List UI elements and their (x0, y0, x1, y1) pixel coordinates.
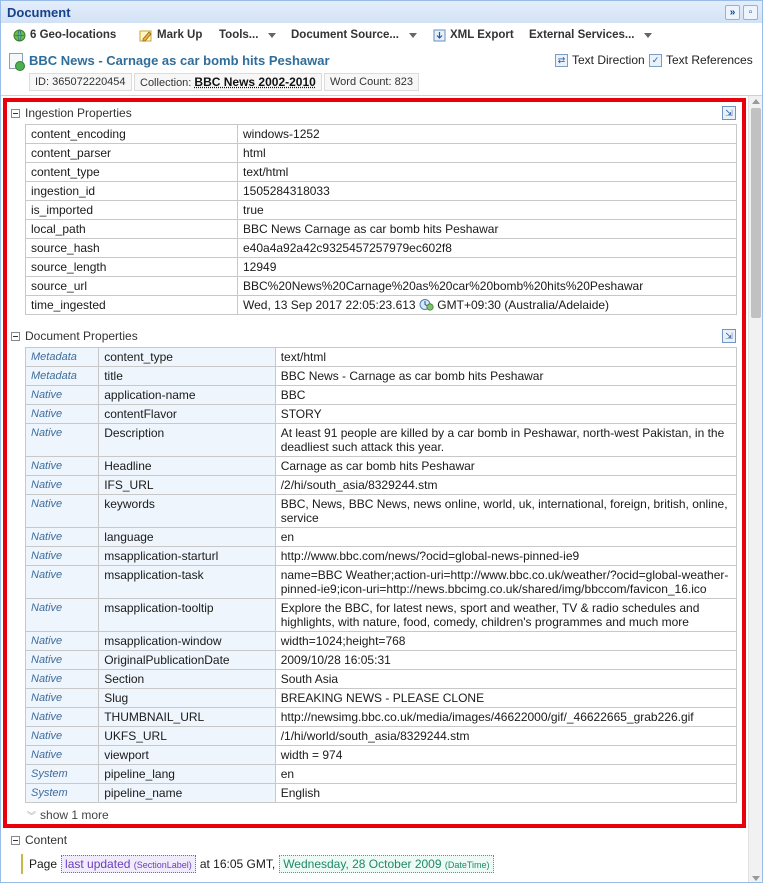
property-value (238, 163, 737, 182)
property-value: /1/hi/world/south_asia/8329244.stm (275, 727, 736, 746)
document-title: BBC News - Carnage as car bomb hits Peshawar (29, 53, 330, 68)
property-source: Native (26, 457, 99, 476)
property-key: pipeline_lang (99, 765, 275, 784)
property-key: OriginalPublicationDate (99, 651, 275, 670)
collapse-icon[interactable] (11, 109, 20, 118)
property-value: English (275, 784, 736, 803)
id-label: ID: (35, 76, 50, 88)
content-header[interactable] (11, 833, 67, 847)
value-text: true (243, 203, 264, 217)
id-value: 365072220454 (52, 76, 126, 88)
table-row (26, 386, 737, 405)
property-key: language (99, 528, 275, 547)
word-count-value: 823 (394, 76, 413, 88)
vertical-scrollbar[interactable] (748, 96, 762, 883)
content-middle: at 16:05 GMT, (199, 857, 276, 871)
text-direction-label: Text Direction (572, 53, 645, 67)
property-source: Native (26, 708, 99, 727)
property-source: Metadata (26, 367, 99, 386)
document-properties-title: Document Properties (25, 329, 138, 343)
property-value (238, 277, 737, 296)
property-key: title (99, 367, 275, 386)
text-direction-toggle[interactable] (555, 53, 645, 67)
property-source: Native (26, 386, 99, 405)
show-more-label: show 1 more (40, 808, 109, 822)
collection-label: Collection: (140, 77, 192, 89)
property-key: THUMBNAIL_URL (99, 708, 275, 727)
external-services-label: External Services... (529, 29, 635, 41)
table-row (26, 784, 737, 803)
property-value (238, 144, 737, 163)
xml-export-button[interactable] (433, 27, 514, 43)
table-row (26, 689, 737, 708)
ingestion-properties-header[interactable] (11, 106, 132, 120)
property-value: Explore the BBC, for latest news, sport and weather, TV & radio schedules and highlights, with nature, food, comedy, children's programmes and much more (275, 599, 736, 632)
ingestion-properties-table (25, 124, 737, 315)
tools-menu[interactable] (219, 27, 276, 43)
table-row (26, 348, 737, 367)
value-text: 12949 (243, 260, 277, 274)
chevron-down-icon (644, 33, 652, 38)
property-key: Slug (99, 689, 275, 708)
property-value: name=BBC Weather;action-uri=http://www.bbc.co.uk/weather/?ocid=global-weather-pinned-ie9;icon-uri=http://news.bbcimg.co.uk/shared/img/bbccom/favicon_16.ico (275, 566, 736, 599)
value-text: 1505284318033 (243, 184, 330, 198)
property-key: Section (99, 670, 275, 689)
content-prefix: Page (29, 857, 58, 871)
property-value: South Asia (275, 670, 736, 689)
property-key: keywords (99, 495, 275, 528)
table-row (26, 670, 737, 689)
property-key: content_parser (26, 144, 238, 163)
table-row (26, 163, 737, 182)
property-source: Metadata (26, 348, 99, 367)
panel-title: Document (7, 5, 71, 20)
pencil-icon (139, 29, 153, 42)
timezone-clock-icon[interactable] (419, 298, 434, 312)
annotation-text: Wednesday, 28 October 2009 (283, 857, 442, 871)
annotation-type: (SectionLabel) (133, 860, 192, 870)
property-key: local_path (26, 220, 238, 239)
table-row (26, 144, 737, 163)
document-icon (9, 53, 23, 69)
table-row (26, 547, 737, 566)
table-row (26, 277, 737, 296)
property-key: source_length (26, 258, 238, 277)
property-value: BBC (275, 386, 736, 405)
property-source: System (26, 784, 99, 803)
property-source: Native (26, 495, 99, 528)
property-value: At least 91 people are killed by a car bomb in Peshawar, north-west Pakistan, in the deadliest such attack this year. (275, 424, 736, 457)
property-value: width=1024;height=768 (275, 632, 736, 651)
table-row (26, 125, 737, 144)
external-services-menu[interactable] (529, 27, 652, 43)
property-source: Native (26, 632, 99, 651)
property-value: en (275, 528, 736, 547)
document-properties-header[interactable] (11, 329, 138, 343)
value-text: e40a4a92a42c9325457257979ec602f8 (243, 241, 452, 255)
collapse-icon[interactable] (11, 332, 20, 341)
property-key: content_encoding (26, 125, 238, 144)
content-text (21, 854, 494, 874)
document-source-label: Document Source... (291, 29, 399, 41)
timezone-text: GMT+09:30 (Australia/Adelaide) (437, 298, 610, 312)
property-value: 2009/10/28 16:05:31 (275, 651, 736, 670)
geo-locations-button[interactable] (13, 27, 116, 43)
property-source: Native (26, 670, 99, 689)
pin-icon[interactable]: ⇲ (722, 106, 736, 120)
table-row (26, 599, 737, 632)
xml-export-label: XML Export (450, 29, 514, 41)
property-key: msapplication-tooltip (99, 599, 275, 632)
property-source: Native (26, 547, 99, 566)
chevron-down-icon (409, 33, 417, 38)
property-value (238, 125, 737, 144)
table-row (26, 424, 737, 457)
word-count-chip (324, 73, 419, 91)
property-key: source_url (26, 277, 238, 296)
section-label-annotation[interactable] (61, 855, 196, 873)
property-key: msapplication-window (99, 632, 275, 651)
table-row (26, 258, 737, 277)
property-value (238, 201, 737, 220)
property-source: Native (26, 528, 99, 547)
property-source: Native (26, 599, 99, 632)
property-value: Carnage as car bomb hits Peshawar (275, 457, 736, 476)
property-source: Native (26, 405, 99, 424)
property-key: content_type (99, 348, 275, 367)
property-value: /2/hi/south_asia/8329244.stm (275, 476, 736, 495)
globe-icon (13, 29, 26, 42)
annotation-text: last updated (65, 857, 131, 871)
property-value: STORY (275, 405, 736, 424)
text-references-label: Text References (666, 53, 753, 67)
scroll-down-icon[interactable] (752, 876, 760, 881)
property-source: Native (26, 424, 99, 457)
property-key: viewport (99, 746, 275, 765)
property-source: Native (26, 746, 99, 765)
property-key: msapplication-starturl (99, 547, 275, 566)
property-key: Headline (99, 457, 275, 476)
markup-button[interactable] (139, 27, 202, 43)
table-row (26, 727, 737, 746)
property-key: contentFlavor (99, 405, 275, 424)
pin-icon[interactable]: ⇲ (722, 329, 736, 343)
table-row (26, 495, 737, 528)
value-text: html (243, 146, 266, 160)
ingestion-properties-title: Ingestion Properties (25, 106, 132, 120)
property-key: msapplication-task (99, 566, 275, 599)
collection-chip (134, 73, 322, 91)
table-row (26, 182, 737, 201)
export-icon (433, 29, 446, 42)
content-title: Content (25, 833, 68, 847)
property-value: text/html (275, 348, 736, 367)
property-value (238, 220, 737, 239)
collection-link[interactable]: BBC News 2002-2010 (194, 75, 316, 89)
markup-label: Mark Up (157, 29, 203, 41)
datetime-annotation[interactable] (279, 855, 493, 873)
property-value: width = 974 (275, 746, 736, 765)
table-row (26, 239, 737, 258)
property-key: time_ingested (26, 296, 238, 315)
property-value (238, 296, 737, 315)
property-key: ingestion_id (26, 182, 238, 201)
property-source: Native (26, 476, 99, 495)
table-row (26, 220, 737, 239)
word-count-label: Word Count: (330, 76, 392, 88)
document-source-menu[interactable] (291, 27, 417, 43)
document-properties-table (25, 347, 737, 803)
value-text: windows-1252 (243, 127, 320, 141)
value-text: BBC News Carnage as car bomb hits Peshawar (243, 222, 499, 236)
property-source: Native (26, 651, 99, 670)
annotation-type: (DateTime) (444, 860, 490, 870)
property-value: http://newsimg.bbc.co.uk/media/images/46622000/gif/_46622665_grab226.gif (275, 708, 736, 727)
table-row (26, 528, 737, 547)
property-source: System (26, 765, 99, 784)
expand-icon[interactable]: » (725, 5, 740, 20)
scroll-up-icon[interactable] (752, 99, 760, 104)
chevron-down-icon (268, 33, 276, 38)
table-row (26, 296, 737, 315)
property-value: en (275, 765, 736, 784)
geo-locations-label: 6 Geo-locations (30, 29, 117, 41)
document-id-chip (29, 73, 132, 91)
property-key: Description (99, 424, 275, 457)
value-text: BBC%20News%20Carnage%20as%20car%20bomb%20hits%20Peshawar (243, 279, 644, 293)
scrollbar-thumb[interactable] (751, 108, 761, 318)
property-value: BBC, News, BBC News, news online, world, uk, international, foreign, british, online, service (275, 495, 736, 528)
property-value (238, 239, 737, 258)
property-value (238, 258, 737, 277)
table-row (26, 746, 737, 765)
panel-titlebar (1, 1, 762, 23)
table-row (26, 651, 737, 670)
property-key: is_imported (26, 201, 238, 220)
property-key: pipeline_name (99, 784, 275, 803)
tools-label: Tools... (219, 29, 259, 41)
property-source: Native (26, 689, 99, 708)
text-references-toggle[interactable] (649, 53, 753, 67)
double-chevron-down-icon: ︾ (27, 810, 37, 821)
table-row (26, 405, 737, 424)
toolbar (1, 23, 762, 45)
document-header (1, 47, 762, 93)
property-key: UKFS_URL (99, 727, 275, 746)
table-row (26, 765, 737, 784)
property-key: application-name (99, 386, 275, 405)
document-content (1, 95, 762, 883)
property-source: Native (26, 566, 99, 599)
property-key: content_type (26, 163, 238, 182)
property-key: source_hash (26, 239, 238, 258)
table-row (26, 201, 737, 220)
property-value (238, 182, 737, 201)
table-row (26, 476, 737, 495)
maximize-icon[interactable]: ▫ (743, 5, 758, 20)
checkbox-checked-icon: ✓ (649, 54, 662, 67)
table-row (26, 566, 737, 599)
property-source: Native (26, 727, 99, 746)
value-text: Wed, 13 Sep 2017 22:05:23.613 (243, 298, 416, 312)
table-row (26, 708, 737, 727)
property-value: BBC News - Carnage as car bomb hits Peshawar (275, 367, 736, 386)
table-row (26, 367, 737, 386)
property-value: BREAKING NEWS - PLEASE CLONE (275, 689, 736, 708)
property-key: IFS_URL (99, 476, 275, 495)
show-more-link[interactable] (27, 808, 109, 822)
collapse-icon[interactable] (11, 836, 20, 845)
value-text: text/html (243, 165, 289, 179)
table-row (26, 457, 737, 476)
table-row (26, 632, 737, 651)
text-direction-icon: ⇄ (555, 54, 568, 67)
property-value: http://www.bbc.com/news/?ocid=global-news-pinned-ie9 (275, 547, 736, 566)
